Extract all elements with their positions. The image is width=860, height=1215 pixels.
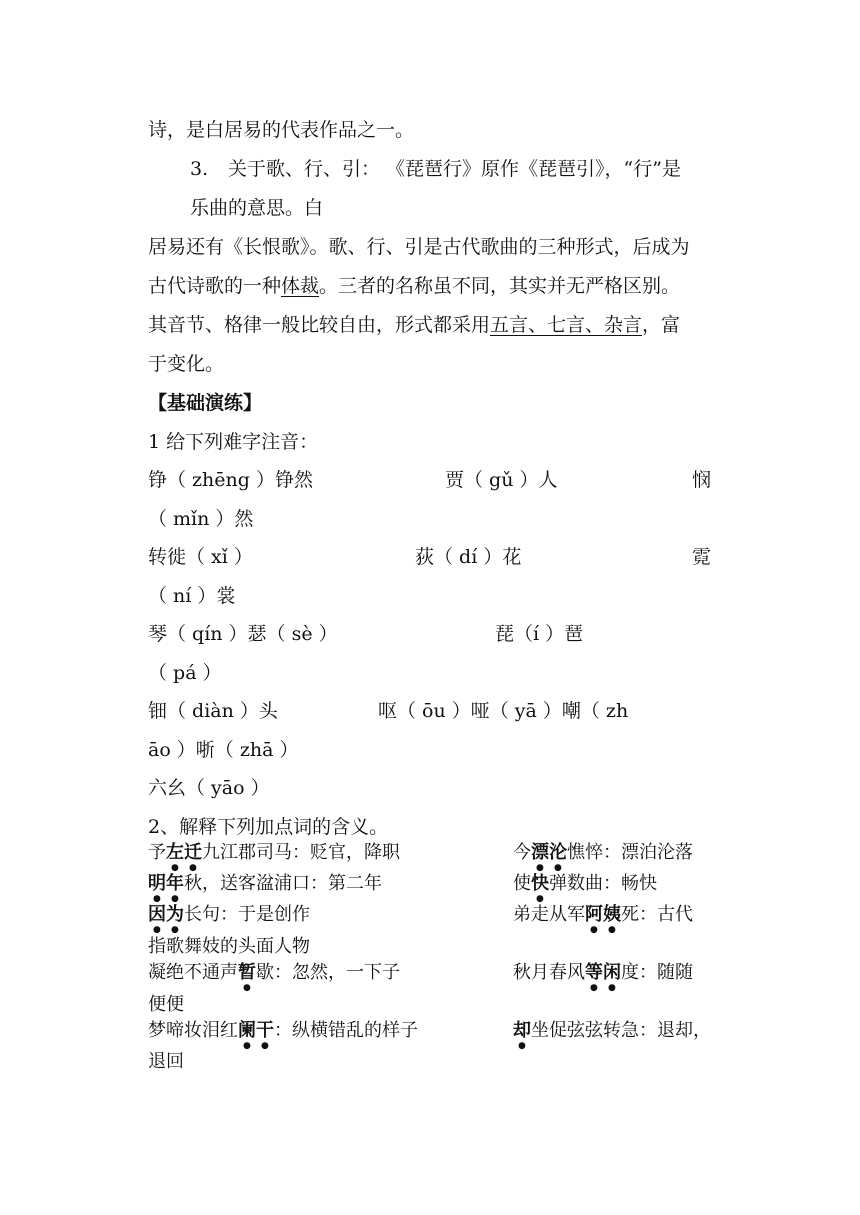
vocab-item: [148, 903, 310, 935]
pinyin-row: （ pá ）: [148, 662, 222, 684]
pinyin-item: 琵（í ）琶: [495, 623, 584, 645]
vocab-item: [148, 872, 382, 904]
pinyin-item: 钿（ diàn ）头: [148, 700, 278, 722]
dotted-word: 阿姨: [585, 904, 621, 925]
question-title: 2、解释下列加点词的含义。: [148, 816, 389, 838]
pinyin-item: 呕（ ōu ）哑（ yā ）嘲（ zh: [378, 700, 629, 722]
text-segment: 梦啼妆泪红: [148, 1020, 238, 1041]
dotted-word: 却: [513, 1020, 531, 1041]
text-line: 乐曲的意思。白: [190, 197, 324, 219]
vocab-item: [513, 961, 693, 993]
text-segment: 秋月春风: [513, 962, 585, 983]
pinyin-item: 悯: [692, 469, 712, 491]
pinyin-row: 六幺（ yāo ）: [148, 777, 270, 799]
dotted-word: 阑干: [238, 1020, 274, 1041]
text-line: [148, 313, 680, 337]
pinyin-item: 霓: [692, 546, 712, 568]
dotted-word: 明年: [148, 873, 184, 894]
definition-text: 歇：忽然，一下子: [256, 962, 400, 983]
dotted-word: 因为: [148, 904, 184, 925]
text-segment: 指歌舞妓的头面人物: [148, 936, 310, 957]
text-segment: 退回: [148, 1051, 184, 1072]
section-title: 【基础演练】: [148, 392, 263, 414]
text-segment: 便便: [148, 994, 184, 1015]
vocab-item: [513, 1019, 711, 1051]
definition-text: 长句：于是创作: [184, 904, 310, 925]
text-line: 关于歌、行、引： 《琵琶行》原作《琵琶引》，“行”是: [228, 158, 681, 180]
pinyin-row: āo ）哳（ zhā ）: [148, 739, 299, 761]
underlined-term: 体裁: [281, 275, 320, 297]
definition-text: 死：古代: [621, 904, 693, 925]
text-segment: 予: [148, 842, 166, 863]
text-segment: 使: [513, 873, 531, 894]
dotted-word: 漂沦: [531, 842, 567, 863]
pinyin-item: 转徙（ xǐ ）: [148, 546, 253, 568]
vocab-item: [148, 1019, 418, 1051]
text-line: 居易还有《长恨歌》。歌、行、引是古代歌曲的三种形式，后成为: [148, 236, 690, 258]
definition-text: ：纵横错乱的样子: [274, 1020, 418, 1041]
text-segment: ，富: [642, 314, 681, 336]
text-line: [148, 274, 680, 298]
text-segment: 。三者的名称虽不同，其实并无严格区别。: [319, 275, 681, 297]
definition-text: 憔悴：漂泊沦落: [567, 842, 693, 863]
definition-text: 坐促弦弦转急：退却，: [531, 1020, 711, 1041]
dotted-word: 暂: [238, 962, 256, 983]
dotted-word: 快: [531, 873, 549, 894]
definition-text: 度：随随: [621, 962, 693, 983]
vocab-item: [513, 872, 657, 904]
underlined-term: 五言、七言、杂言: [490, 314, 643, 336]
text-segment: 弟走从军: [513, 904, 585, 925]
text-line: 于变化。: [148, 353, 225, 375]
pinyin-row: （ mǐn ）然: [148, 508, 254, 530]
vocab-item: [513, 841, 693, 873]
pinyin-item: 贾（ gǔ ）人: [445, 469, 558, 491]
definition-text: 九江郡司马：贬官，降职: [202, 842, 400, 863]
vocab-item: [513, 903, 693, 935]
text-segment: 古代诗歌的一种: [148, 275, 282, 297]
definition-text: 秋，送客湓浦口：第二年: [184, 873, 382, 894]
text-segment: 凝绝不通声: [148, 962, 238, 983]
pinyin-row: （ ní ）裳: [148, 585, 236, 607]
text-segment: 今: [513, 842, 531, 863]
definition-text: 弹数曲：畅快: [549, 873, 657, 894]
question-title: 1 给下列难字注音：: [148, 431, 319, 453]
pinyin-item: 荻（ dí ）花: [415, 546, 522, 568]
text-segment: 其音节、格律一般比较自由，形式都采用: [148, 314, 491, 336]
pinyin-item: 铮（ zhēng ）铮然: [148, 469, 313, 491]
list-number: 3.: [190, 158, 209, 180]
text-line: 诗，是白居易的代表作品之一。: [148, 119, 415, 141]
dotted-word: 等闲: [585, 962, 621, 983]
vocab-item: [148, 961, 400, 993]
vocab-item: [148, 841, 400, 873]
pinyin-item: 琴（ qín ）瑟（ sè ）: [148, 623, 338, 645]
dotted-word: 左迁: [166, 842, 202, 863]
